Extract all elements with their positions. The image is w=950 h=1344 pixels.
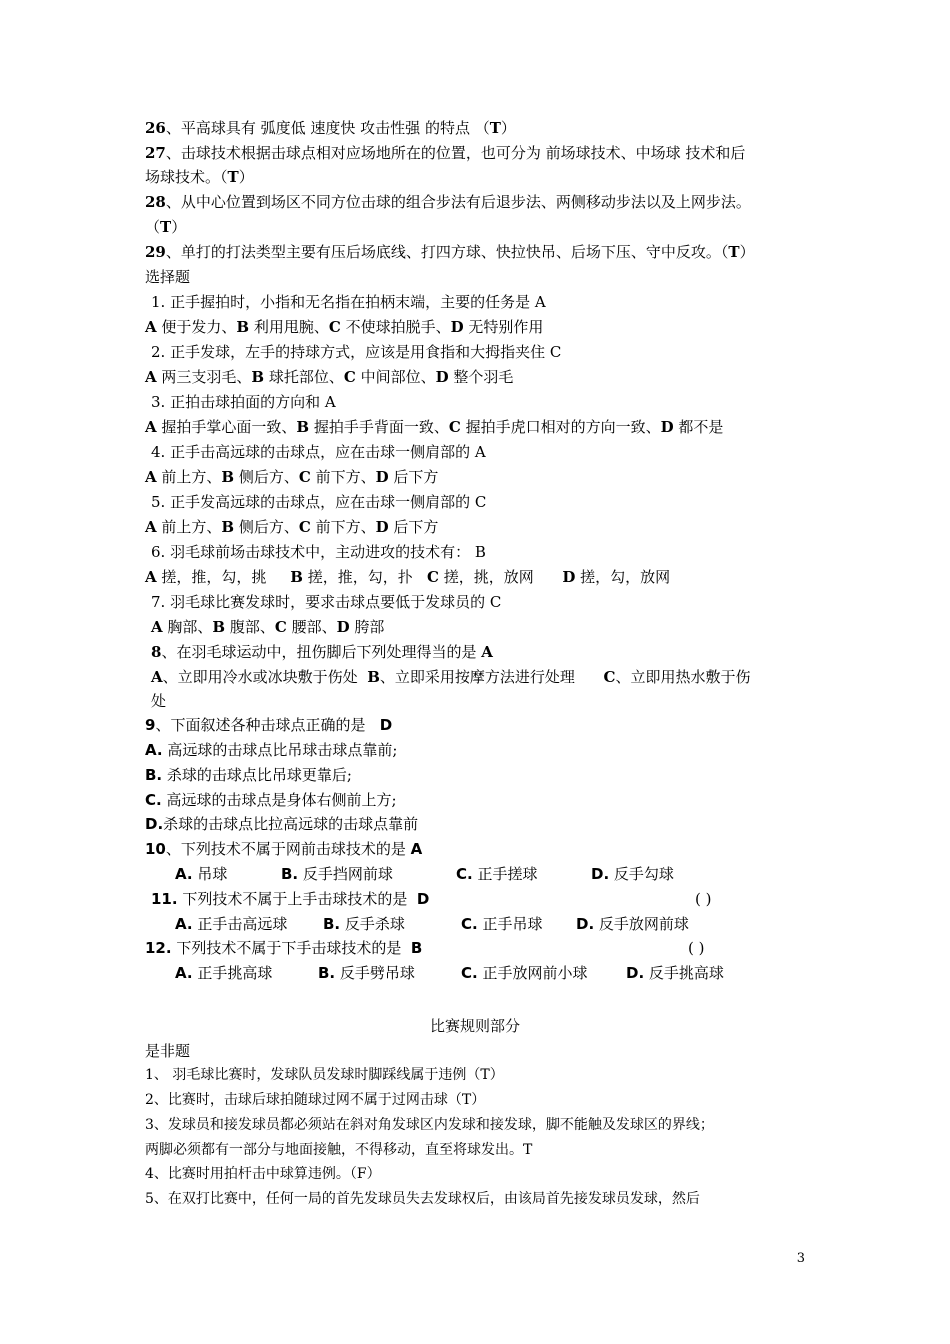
item-answer: B — [410, 939, 423, 957]
item-number: 28 — [145, 193, 166, 211]
option-text: 高远球的击球点是身体右侧前上方; — [161, 791, 397, 809]
mc-q5-stem: 5. 正手发高远球的击球点，应在击球一侧肩部的 C — [151, 493, 487, 511]
option-letter: A. — [175, 865, 193, 883]
option-text: 后下方 — [388, 518, 439, 536]
mc-q5-options — [145, 516, 438, 538]
option-letter: D — [562, 568, 576, 586]
rules-item-5: 5、在双打比赛中，任何一局的首先发球员失去发球权后，由该局首先接发球员发球，然后 — [145, 1191, 700, 1207]
item-answer: T — [227, 168, 239, 186]
option-text: 、立即用冷水或冰块敷于伤处 — [162, 668, 368, 686]
mc-q11-answer-blank: ( ) — [695, 890, 712, 908]
rules-item-2: 2、比赛时，击球后球拍随球过网不属于过网击球（T） — [145, 1092, 486, 1108]
option-text: 吊球 — [192, 865, 228, 883]
option-text: 正手搓球 — [472, 865, 538, 883]
mc-q4-stem: 4. 正手击高远球的击球点，应在击球一侧肩部的 A — [151, 443, 486, 461]
option-text: 杀球的击球点比吊球更靠后; — [162, 766, 352, 784]
option-letter: B. — [145, 766, 163, 784]
option-text: 前上方、 — [156, 468, 222, 486]
rules-subheading: 是非题 — [145, 1042, 191, 1060]
item-text: 、平高球具有 弧度低 速度快 攻击性强 的特点 （ — [165, 119, 490, 137]
mc-q6-stem: 6. 羽毛球前场击球技术中，主动进攻的技术有： B — [151, 543, 486, 561]
option-letter: B — [221, 468, 235, 486]
option-letter: D. — [591, 865, 610, 883]
option-text: 胸部、 — [162, 618, 213, 636]
mc-heading: 选择题 — [145, 268, 191, 286]
option-c — [461, 913, 576, 935]
mc-q7-options — [151, 616, 384, 638]
item-number: 27 — [145, 144, 166, 162]
option-letter: C — [298, 468, 311, 486]
option-text: 杀球的击球点比拉高远球的击球点靠前 — [163, 815, 419, 833]
page-number: 3 — [796, 1251, 805, 1266]
rules-item-3: 3、发球员和接发球员都必须站在斜对角发球区内发球和接发球，脚不能触及发球区的界线； — [145, 1117, 714, 1133]
mc-q8-options-cont: 处 — [151, 692, 167, 710]
option-letter: D. — [626, 964, 645, 982]
option-text: 高远球的击球点比吊球击球点靠前; — [162, 741, 398, 759]
option-a — [175, 863, 281, 885]
item-answer: A — [410, 840, 423, 858]
item-text: 下列技术不属于下手击球技术的是 — [171, 939, 411, 957]
option-text: 侧后方、 — [234, 468, 299, 486]
option-letter: D — [450, 318, 464, 336]
option-letter: D — [336, 618, 350, 636]
mc-q9-option-c — [145, 789, 397, 811]
option-text: 前下方、 — [310, 468, 376, 486]
option-text: 反手挡网前球 — [298, 865, 393, 883]
item-answer: T — [489, 119, 501, 137]
option-text: 正手击高远球 — [192, 915, 288, 933]
option-letter: C — [603, 668, 616, 686]
mc-q10-options — [175, 863, 674, 885]
option-letter: B — [367, 668, 380, 686]
option-letter: C — [343, 368, 356, 386]
option-letter: A — [145, 468, 157, 486]
option-letter: A — [151, 618, 163, 636]
option-text: 两三支羽毛、 — [156, 368, 252, 386]
option-letter: A — [145, 568, 157, 586]
item-answer: D — [379, 716, 393, 734]
option-text: 搓，勾，放网 — [575, 568, 671, 586]
option-letter: A — [151, 668, 163, 686]
mc-q2-stem: 2. 正手发球，左手的持球方式，应该是用食指和大拇指夹住 C — [151, 343, 562, 361]
option-letter: D. — [576, 915, 595, 933]
tf-item-28-cont — [145, 216, 186, 238]
option-letter: A — [145, 418, 157, 436]
item-text: 、在羽毛球运动中，扭伤脚后下列处理得当的是 — [161, 643, 482, 661]
mc-q7-stem: 7. 羽毛球比赛发球时，要求击球点要低于发球员的 C — [151, 593, 502, 611]
mc-q12-answer-blank: ( ) — [688, 939, 705, 957]
option-letter: A — [145, 368, 157, 386]
option-text: 后下方 — [388, 468, 439, 486]
option-letter: C. — [145, 791, 162, 809]
option-text: 中间部位、 — [355, 368, 436, 386]
option-text: 利用甩腕、 — [249, 318, 329, 336]
item-text: 场球技术。（ — [145, 168, 228, 186]
item-answer: T — [728, 243, 740, 261]
item-number: 9 — [145, 716, 156, 734]
option-a — [175, 913, 323, 935]
option-letter: B — [290, 568, 303, 586]
mc-q8-options — [151, 666, 750, 688]
item-text: 、下面叙述各种击球点正确的是 — [155, 716, 380, 734]
item-text: （ — [145, 218, 161, 236]
rules-section-heading: 比赛规则部分 — [429, 1017, 520, 1035]
option-d — [576, 913, 689, 935]
option-d — [626, 962, 724, 984]
item-text-end: ） — [171, 218, 187, 236]
tf-item-27-cont — [145, 166, 254, 188]
mc-q12-options — [175, 962, 724, 984]
mc-q9-option-a — [145, 739, 397, 761]
option-text: 握拍手掌心面一致、 — [156, 418, 297, 436]
mc-q1-stem: 1. 正手握拍时，小指和无名指在拍柄末端，主要的任务是 A — [151, 293, 546, 311]
option-text: 不使球拍脱手、 — [340, 318, 451, 336]
option-text: 球托部位、 — [264, 368, 344, 386]
option-a — [175, 962, 318, 984]
item-text: 、单打的打法类型主要有压后场底线、打四方球、快拉快吊、后场下压、守中反攻。（ — [165, 243, 729, 261]
item-number: 10 — [145, 840, 166, 858]
rules-item-4: 4、比赛时用拍杆击中球算违例。（F） — [145, 1166, 381, 1182]
item-answer: A — [481, 643, 493, 661]
mc-q9-option-b — [145, 764, 352, 786]
mc-q3-options — [145, 416, 723, 438]
option-text: 反手勾球 — [609, 865, 674, 883]
mc-q1-options — [145, 316, 543, 338]
option-letter: B. — [318, 964, 336, 982]
rules-item-3-cont: 两脚必须都有一部分与地面接触，不得移动，直至将球发出。T — [145, 1142, 533, 1158]
option-text: 侧后方、 — [234, 518, 299, 536]
mc-q4-options — [145, 466, 438, 488]
item-text: 下列技术不属于上手击球技术的是 — [177, 890, 417, 908]
mc-q12-stem — [145, 937, 422, 959]
tf-item-26 — [145, 117, 516, 139]
option-letter: C. — [456, 865, 473, 883]
option-letter: B — [296, 418, 310, 436]
option-letter: B. — [281, 865, 299, 883]
option-d — [591, 863, 674, 885]
option-text: 无特别作用 — [463, 318, 544, 336]
option-letter: C — [274, 618, 287, 636]
option-text: 整个羽毛 — [448, 368, 514, 386]
option-letter: C — [298, 518, 311, 536]
option-letter: D. — [145, 815, 164, 833]
option-text: 便于发力、 — [156, 318, 237, 336]
option-letter: A — [145, 318, 157, 336]
option-text: 反手放网前球 — [594, 915, 689, 933]
option-letter: A. — [175, 964, 193, 982]
item-text: 、从中心位置到场区不同方位击球的组合步法有后退步法、两侧移动步法以及上网步法。 — [165, 193, 751, 211]
tf-item-28 — [145, 191, 751, 213]
item-text-end: ） — [739, 243, 755, 261]
item-answer: D — [416, 890, 430, 908]
mc-q11-options — [175, 913, 689, 935]
option-letter: D — [435, 368, 449, 386]
option-c — [456, 863, 591, 885]
option-b — [281, 863, 456, 885]
option-letter: D — [375, 468, 389, 486]
mc-q9-option-d — [145, 813, 418, 835]
option-letter: B — [251, 368, 265, 386]
option-text: 搓，推，勾，挑 — [156, 568, 291, 586]
option-letter: D — [375, 518, 389, 536]
mc-q6-options — [145, 566, 670, 588]
option-letter: B. — [323, 915, 341, 933]
item-text: 、下列技术不属于网前击球技术的是 — [165, 840, 411, 858]
option-b — [323, 913, 461, 935]
tf-item-29 — [145, 241, 755, 263]
mc-q2-options — [145, 366, 513, 388]
item-text-end: ） — [238, 168, 254, 186]
mc-q10-stem — [145, 838, 422, 860]
option-c — [461, 962, 626, 984]
option-text: 搓，挑，放网 — [438, 568, 563, 586]
option-letter: A. — [175, 915, 193, 933]
option-letter: C. — [461, 964, 478, 982]
item-number: 29 — [145, 243, 166, 261]
item-number: 26 — [145, 119, 166, 137]
option-text: 正手放网前小球 — [477, 964, 588, 982]
item-text-end: ） — [500, 119, 516, 137]
option-letter: A. — [145, 741, 163, 759]
mc-q3-stem: 3. 正拍击球拍面的方向和 A — [151, 393, 336, 411]
item-number: 11. — [151, 890, 178, 908]
option-letter: D — [660, 418, 674, 436]
item-number: 12. — [145, 939, 172, 957]
option-letter: B — [221, 518, 235, 536]
option-text: 反手杀球 — [340, 915, 405, 933]
item-answer: T — [160, 218, 172, 236]
option-text: 反手挑高球 — [644, 964, 724, 982]
option-text: 握拍手虎口相对的方向一致、 — [460, 418, 661, 436]
item-text: 、击球技术根据击球点相对应场地所在的位置，也可分为 前场球技术、中场球 技术和后 — [165, 144, 746, 162]
option-text: 、立即采用按摩方法进行处理 — [379, 668, 604, 686]
option-text: 搓，推，勾，扑 — [302, 568, 428, 586]
mc-q8-stem — [151, 641, 493, 663]
option-text: 都不是 — [673, 418, 724, 436]
option-letter: C. — [461, 915, 478, 933]
option-letter: C — [328, 318, 341, 336]
option-text: 前下方、 — [310, 518, 376, 536]
option-letter: C — [448, 418, 461, 436]
option-text: 握拍手手背面一致、 — [309, 418, 449, 436]
tf-item-27 — [145, 142, 745, 164]
option-text: 前上方、 — [156, 518, 222, 536]
mc-q9-stem — [145, 714, 392, 736]
option-letter: B — [212, 618, 226, 636]
option-letter: A — [145, 518, 157, 536]
option-text: 腹部、 — [225, 618, 275, 636]
option-text: 腰部、 — [286, 618, 337, 636]
option-text: 正手吊球 — [477, 915, 543, 933]
option-text: 反手劈吊球 — [335, 964, 415, 982]
option-b — [318, 962, 461, 984]
option-letter: C — [427, 568, 439, 586]
option-text: 、立即用热水敷于伤 — [615, 668, 751, 686]
option-text: 正手挑高球 — [192, 964, 273, 982]
mc-q11-stem — [151, 888, 429, 910]
rules-item-1: 1、 羽毛球比赛时，发球队员发球时脚踩线属于违例（T） — [145, 1067, 504, 1083]
option-text: 胯部 — [349, 618, 385, 636]
item-number: 8 — [151, 643, 162, 661]
option-letter: B — [236, 318, 250, 336]
